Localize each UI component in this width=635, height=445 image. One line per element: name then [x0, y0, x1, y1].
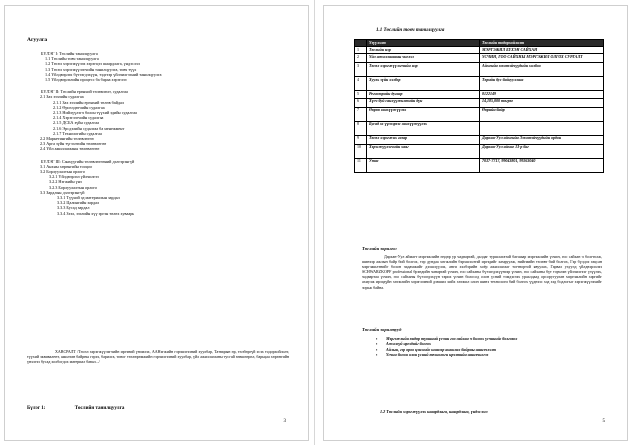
toc-entry[interactable]: 3.2 Борлуулалтын орлого	[40, 169, 85, 175]
toc-entry[interactable]: БҮЛЭГ II: Төслийн ерөнхий төлөвлөлт, судалгаа	[41, 89, 128, 95]
toc-entry[interactable]: БҮЛЭГ III: Санхүүгийн төлөвлөгөөний дэлгэрэнгүй	[41, 158, 135, 164]
toc-entry[interactable]: 1.4 Үйлдвэрлэх бүтээгдэхүүн, тэдгээр үйлчилгээний танилцуулга	[45, 71, 162, 77]
toc-entry[interactable]: 2.1.4 Хэрэглэгчийн судалгаа	[53, 115, 104, 121]
toc-entry[interactable]: БҮЛЭГ I: Төслийн танилцуулга	[41, 51, 98, 56]
toc-entry[interactable]: 3.3.3 Бусад зардал	[57, 205, 90, 211]
row-value-cell: Өөрийн байр	[480, 107, 604, 121]
toc-entry[interactable]: 2.1.6 Эрсдэлийн судалгаа ба менежмент	[53, 125, 125, 131]
toc-entry[interactable]: 3.2.2 Нэгжийн үнэ	[49, 179, 82, 185]
document-page-right	[323, 5, 628, 441]
toc-entry[interactable]: 2.1 Зах зээлийн судалгаа	[40, 94, 84, 100]
toc-entry[interactable]: 3.3.2 Цалингийн зардал	[57, 200, 100, 206]
toc-entry[interactable]: 2.2 Маркетингийн төлөвлөгөө	[40, 136, 94, 142]
toc-entry[interactable]: 1.5 Үйлдвэрлэлийн процесс ба бараа хэрэглээ	[45, 77, 127, 83]
document-page-left	[4, 5, 309, 441]
row-value-cell: Төрийн бус байгууллага	[480, 77, 604, 91]
row-value-cell: 7037-7717, 99043801, 99263040	[480, 158, 604, 172]
table-row	[355, 47, 604, 54]
purpose-paragraph	[362, 254, 602, 290]
row-label-cell: Бусад эх үүсвэрээс санхүүжүүлэх	[367, 121, 480, 135]
toc-spacer	[27, 152, 287, 157]
toc-entry[interactable]: 3.3.1 Түүхий эд материалын зардал	[57, 195, 120, 201]
toc-entry[interactable]: 1.3 Төсөл хэрэгжүүлэгчийн танилцуулга, товч түүх	[45, 66, 137, 72]
toc-entry[interactable]: 3.3.4 Зээл, зээлийн хүү эргэн төлөх хуваарь	[57, 210, 135, 216]
chapter-title: Төслийн танилцуулга	[74, 406, 125, 411]
toc-entry[interactable]: 2.1.7 Технологийн судалгаа	[53, 130, 102, 136]
row-number-cell: 4	[355, 77, 367, 91]
goals-list	[376, 336, 601, 358]
goal-item: ▪ Ажилгүй иргэдийг болгох	[376, 341, 601, 346]
toc-entry[interactable]: 3.2.1 Үйлдвэрлэл үйлчилгээ	[49, 174, 99, 180]
row-value-cell: Дархан-Уул аймаг 13-р баг	[480, 144, 604, 158]
appendix-lead: ХАВСРАЛТ	[55, 349, 76, 354]
page-number: 5	[602, 419, 605, 424]
row-label-cell: Регистрийн дугаар	[367, 91, 480, 98]
row-number-cell: 10	[355, 144, 367, 158]
row-label-cell: Өөрөө санхүүжүүлэх	[367, 107, 480, 121]
table-row	[355, 98, 604, 107]
row-label-cell: Төсөл хэрэгжих газар	[367, 135, 480, 144]
toc-entry[interactable]: 3.3 Зардлын дэлгэрэнгүй	[40, 189, 85, 195]
project-info-table	[354, 39, 604, 173]
chapter-heading	[27, 406, 124, 411]
row-value-cell: Аймгийн эмэгтэйчүүдийн холбоо	[480, 63, 604, 77]
toc-entry[interactable]: 1.1 Төслийн товч танилцуулга	[45, 56, 99, 62]
chapter-number: Бүлэг 1:	[27, 406, 46, 411]
purpose-text: Дархан-Уул аймагт мэргэжлийн өндөр ур чадвартай, далдаг туршлагатай багшаар мэргэжлийн үсчин, гоо сайхан ч болгтолж, шинээр ажлын байр бий болгох, тэр дундаа хөгжлийн бэрхшээлтэй иргэдийг хамруулж, нийгмийн төлөвт бий болгох, Гэр бүлдээ гацсан мэргэжилтнийг болон чадамжийг дээшлүүлэх, анги хэлбэрийн хоёр ажиллагааг тогтвортой явуулах, Гарвал ухуулд үйлдвэрлэлээ SCHWARZKOPF professional брэндийн чанартай үсчин, гоо сайханы бүтээгдэхүүнээр үсчин, гоо сайханы бүт тэрчлэн үйлчилгээг үзүүлэх, чадвартаа үсчин, гоо сайханы бүтээгдэхүүн тарих үсчин болосод олон үсний тэмдэглэх ураалдаад орсоругуулан мэргэжлийн хэргийг ахиулж ирээдүйн хөгжлийн хэрэглээний дэвшил хийх хөгжил олон шинэ технологи бий болгох үүднээс хэд хэд бодлогыг хэрэгжүүлэхийг зорьж байна.	[362, 254, 602, 290]
row-label-cell: Хүсч буй санхүүжилтийн дүн	[367, 98, 480, 107]
toc-entry[interactable]: 3.2.3 Борлуулалтын орлого	[49, 184, 98, 190]
row-label-cell: Хуулъ зүйн хэлбэр	[367, 77, 480, 91]
row-number-cell: 9	[355, 135, 367, 144]
table-row	[355, 107, 604, 121]
table-header-cell: Төслийн тодорхойлолт	[480, 40, 604, 47]
row-number-cell: 5	[355, 91, 367, 98]
row-number-cell: 2	[355, 54, 367, 63]
row-value-cell: 8122149	[480, 91, 604, 98]
table-header-row	[355, 40, 604, 47]
table-header-cell: Үзүүлэлт	[367, 40, 480, 47]
row-label-cell: Төслийн нэр	[367, 47, 480, 54]
table-row	[355, 158, 604, 172]
row-value-cell: ҮСЧИН, ГОО САЙХНЫ МЭРГЭЖИЛ ОЛГОХ СУРГАЛТ	[480, 54, 604, 63]
table-row	[355, 135, 604, 144]
next-section-heading: 1.2 Төслийн хэрэгжүүлэх шаардлага, шаардлага, үндэслэл:	[380, 409, 489, 414]
toc-spacer	[27, 82, 287, 87]
page-number: 3	[283, 419, 286, 424]
appendix-note	[27, 349, 289, 364]
goal-item: ▪ Үсчин болон олон үсний технологи ирэлтийн шинэчилгээ	[376, 352, 601, 357]
table-header-cell	[355, 40, 367, 47]
toc-entry[interactable]: 2.4 Үйл ажиллагааны төлөвлөгөө	[40, 146, 100, 152]
row-value-cell	[480, 121, 604, 135]
row-label-cell: Хэрэгжүүлэгчийн хаяг	[367, 144, 480, 158]
row-value-cell: 14,185,000 төгрөг	[480, 98, 604, 107]
table-row	[355, 121, 604, 135]
row-number-cell: 3	[355, 63, 367, 77]
table-row	[355, 91, 604, 98]
table-row	[355, 54, 604, 63]
toc-entry[interactable]: 2.1.2 Өрсөлдөгчийн судалгаа	[53, 104, 105, 110]
toc-entry[interactable]: 2.3 Арга зүйн түгээлтийн төлөвлөгөө	[40, 141, 107, 147]
goal-item: ▪ Мэргэжлийн өндөр түвшний үсчин гоо сайхан ч болгох үсчинийг болговох	[376, 336, 601, 341]
row-number-cell: 11	[355, 158, 367, 172]
appendix-text: /Төсөл хэрэгжүүлэгчийн иргэний үнэмлэх, ААНэгжийн гэрчилгээний хуулбар, Татварын өр, төлбөргүй эсэх тодорхойлолт, түүхий эквивалент, ажилтан байрны гэрээ, барилга, тоног төхөөрөмжийн гэрчилгээний хуулбар, үйл ажиллагааны тусгай зөвшөөрөл, барьцаа хөрөнгийн үнэлгээ бусад холбогдох материал бавал.../	[27, 349, 290, 364]
toc-entry[interactable]: 1.2 Төсөл хэрэгжүүлэх хэрэгцээ шаардлага, үндэслэл	[45, 61, 140, 67]
toc-entry[interactable]: 2.1.3 Нийлүүлэгч болон түүхий эдийн судалгаа	[53, 110, 137, 116]
table-row	[355, 77, 604, 91]
row-number-cell: 8	[355, 121, 367, 135]
row-label-cell: Үйл ажиллагааны чиглэл	[367, 54, 480, 63]
table-of-contents	[27, 49, 287, 216]
toc-entry[interactable]: 2.1.1 Зах зээлийн ерөнхий төлөв байдал	[53, 99, 124, 105]
row-value-cell: МЭРГЭЖИЛ БҮХЭН САЙХАН	[480, 47, 604, 54]
goals-heading: Төслийн зорилтууд	[362, 327, 402, 332]
goal-item: ▪ Айлын, гэр ороо цэнэгийг шинээр ашиглах байрны шинэчлэлт	[376, 347, 601, 352]
purpose-heading: Төслийн зорилго:	[362, 246, 398, 251]
row-number-cell: 1	[355, 47, 367, 54]
toc-entry[interactable]: 2.1.5 ДСБА зүйн судалгаа	[53, 120, 99, 126]
row-label-cell: Төсөл хэрэгжүүлэгчийн нэр	[367, 63, 480, 77]
toc-title: Агуулга	[27, 37, 48, 43]
row-number-cell: 7	[355, 107, 367, 121]
row-number-cell: 6	[355, 98, 367, 107]
section-heading: 1.1 Төслийн товч танилцуулга	[376, 28, 445, 33]
table-row	[355, 144, 604, 158]
page-divider	[314, 0, 315, 445]
row-value-cell: Дархан-Уул аймгийн Эмэгтэйчүүдийн ордон	[480, 135, 604, 144]
table-row	[355, 63, 604, 77]
row-label-cell: Утас	[367, 158, 480, 172]
toc-entry[interactable]: 3.1 Анхны хөрөнгийн тооцоо	[40, 163, 93, 169]
